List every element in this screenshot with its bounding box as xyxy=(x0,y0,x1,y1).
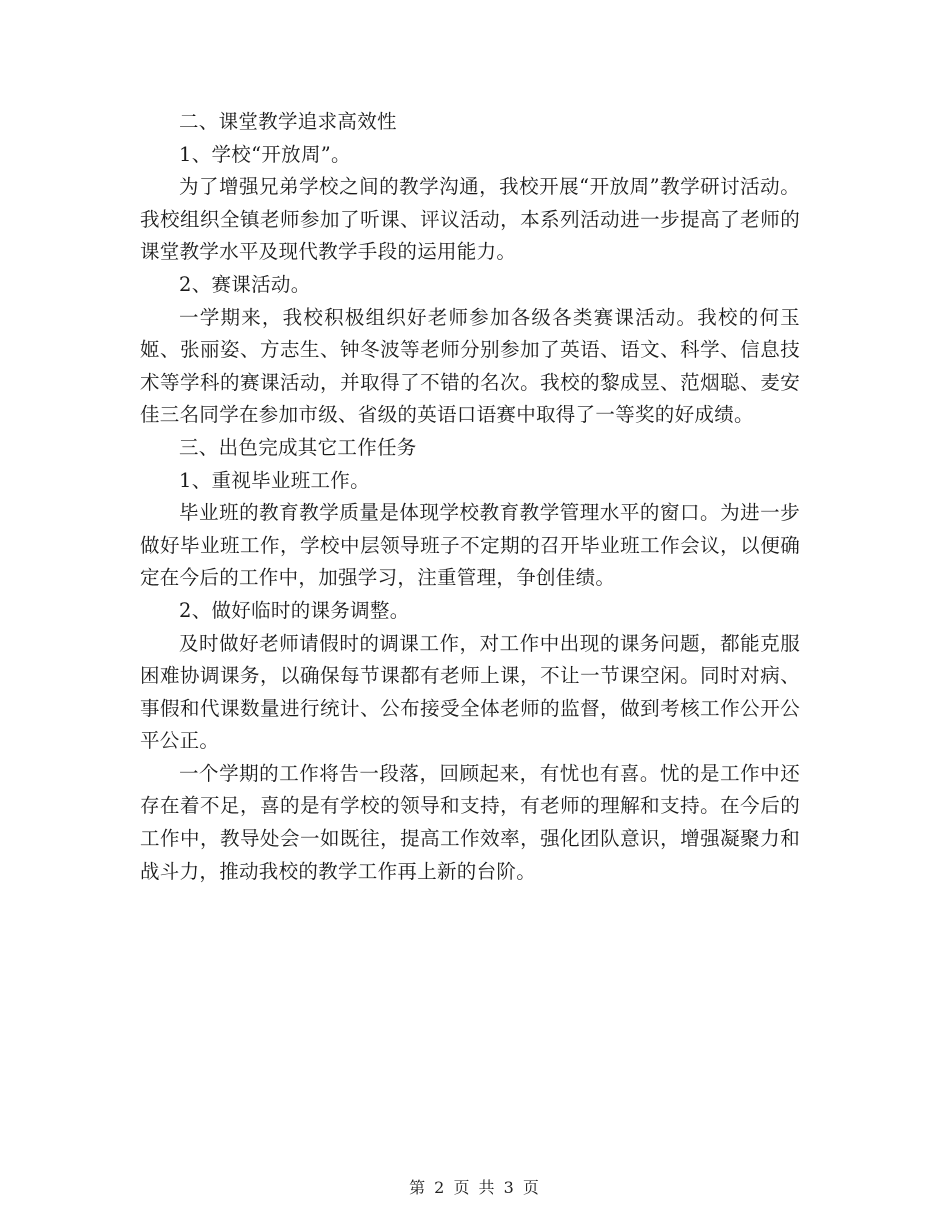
subheading-graduating-class: 1、重视毕业班工作。 xyxy=(179,468,370,492)
paragraph-graduating-class: 毕业班的教育教学质量是体现学校教育教学管理水平的窗口。为进一步做好毕业班工作，学校中层领导班子不定期的召开毕业班工作会议，以便确定在今后的工作中，加强学习，注重管理，争创佳绩。 xyxy=(140,501,800,590)
paragraph-conclusion: 一个学期的工作将告一段落，回顾起来，有忧也有喜。忧的是工作中还存在着不足，喜的是有学校的领导和支持，有老师的理解和支持。在今后的工作中，教导处会一如既往，提高工作效率，强化团队意识，增强凝聚力和战斗力，推动我校的教学工作再上新的台阶。 xyxy=(140,761,800,883)
document-body xyxy=(140,106,800,888)
section-heading-3: 三、出色完成其它工作任务 xyxy=(179,435,417,459)
paragraph-lesson-contest: 一学期来，我校积极组织好老师参加各级各类赛课活动。我校的何玉姬、张丽姿、方志生、钟冬波等老师分别参加了英语、语文、科学、信息技术等学科的赛课活动，并取得了不错的名次。我校的黎成昱、范烟聪、麦安佳三名同学在参加市级、省级的英语口语赛中取得了一等奖的好成绩。 xyxy=(140,305,800,427)
paragraph-schedule-adjustment: 及时做好老师请假时的调课工作，对工作中出现的课务问题，都能克服困难协调课务，以确保每节课都有老师上课，不让一节课空闲。同时对病、事假和代课数量进行统计、公布接受全体老师的监督，做到考核工作公开公平公正。 xyxy=(140,631,800,753)
subheading-lesson-contest: 2、赛课活动。 xyxy=(179,272,311,296)
subheading-schedule-adjustment: 2、做好临时的课务调整。 xyxy=(179,598,410,622)
subheading-open-week: 1、学校“开放周”。 xyxy=(179,142,351,166)
paragraph-open-week: 为了增强兄弟学校之间的教学沟通，我校开展“开放周”教学研讨活动。我校组织全镇老师参加了听课、评议活动，本系列活动进一步提高了老师的课堂教学水平及现代教学手段的运用能力。 xyxy=(140,175,800,264)
page-number-footer: 第 2 页 共 3 页 xyxy=(409,1178,541,1197)
section-heading-2: 二、课堂教学追求高效性 xyxy=(179,110,397,133)
